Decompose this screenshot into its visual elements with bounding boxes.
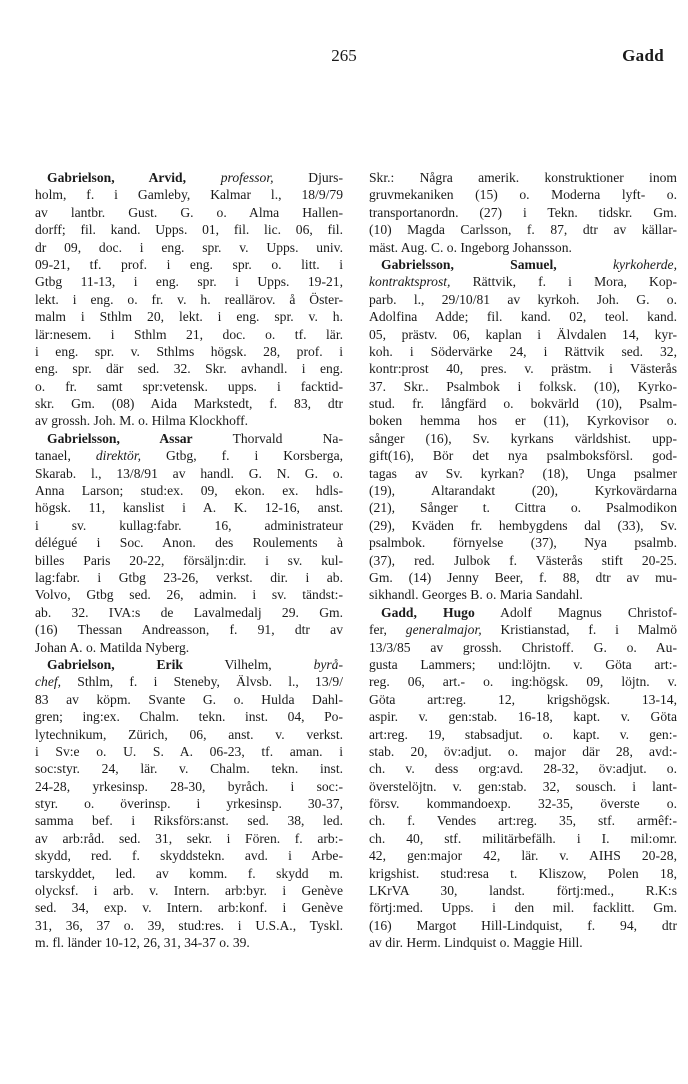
text-line	[35, 847, 343, 864]
text-line	[35, 169, 343, 186]
entry-text: gift(16), Bör det nya psalmboksförsl. god-	[369, 448, 677, 464]
text-line	[35, 760, 343, 777]
text-line	[369, 482, 677, 499]
entry-text: Djurs-	[273, 170, 343, 185]
entry-text: i eng. spr. v. Sthlms högsk. 28, prof. i	[35, 343, 343, 359]
entry-text: sed. 34, exp. v. Intern. arb:konf. i Genève	[35, 900, 343, 916]
text-line	[35, 812, 343, 829]
text-line	[369, 273, 677, 290]
text-line	[369, 239, 677, 256]
entry-text	[186, 170, 221, 185]
occupation: professor,	[220, 170, 274, 185]
text-line	[369, 673, 677, 690]
entry-text: (19), Altarandakt (20), Kyrkovärdarna	[369, 483, 677, 499]
text-line	[369, 604, 677, 621]
text-line	[35, 656, 343, 673]
text-line	[35, 899, 343, 916]
entry-text: Gtbg 11-13, i eng. spr. i Upps. 19-21,	[35, 274, 343, 290]
entry-text: stud. fr. långfärd o. bokvärld (10), Psalm-	[369, 396, 677, 412]
entry-text: (37), red. Julbok f. Västerås stift 20-25.	[369, 552, 677, 568]
entry-text: 05, prästv. 06, kaplan i Älvdalen 14, kyr-	[369, 326, 677, 342]
text-line	[369, 569, 677, 586]
text-line	[35, 291, 343, 308]
text-line	[35, 604, 343, 621]
text-line	[369, 204, 677, 221]
entry-text: stab. 20, öv:adjut. o. major där 28, avd:-	[369, 743, 677, 759]
text-line	[35, 691, 343, 708]
entry-text: délégué i Soc. Anon. des Roulements à	[35, 535, 343, 551]
entry-text: skydd, red. f. skyddstekn. avd. i Arbe-	[35, 848, 343, 864]
text-line	[369, 778, 677, 795]
entry-text: Sthlm, f. i Steneby, Älvsb. l., 13/9/	[61, 674, 343, 690]
text-line	[35, 186, 343, 203]
text-line	[35, 621, 343, 638]
text-line	[35, 534, 343, 551]
text-line	[35, 917, 343, 934]
entry-text: av lantbr. Gust. G. o. Alma Hallen-	[35, 204, 343, 220]
entry-text: holm, f. i Gamleby, Kalmar l., 18/9/79	[35, 187, 343, 203]
text-line	[35, 482, 343, 499]
entry-text: m. fl. länder 10-12, 26, 31, 34-37 o. 39.	[35, 935, 250, 951]
entry-text: reg. 06, art.- o. ing:högsk. 09, löjtn. v.	[369, 674, 677, 690]
entry-text: parb. l., 29/10/81 av kyrkoh. Joh. G. o.	[369, 291, 677, 307]
occupation: byrå-	[313, 656, 344, 672]
entry-text: av grossh. Joh. M. o. Hilma Klockhoff.	[35, 413, 249, 429]
occupation: kyrkoherde,	[612, 256, 677, 272]
occupation: generalmajor,	[405, 622, 482, 638]
text-line	[369, 221, 677, 238]
entry-text: boken hemma hos er (11), Kyrkovisor o.	[369, 413, 677, 429]
entry-text: Göta art:reg. 12, krigshögsk. 13-14,	[369, 691, 677, 707]
text-line	[35, 830, 343, 847]
text-line	[35, 326, 343, 343]
entry-text: Gm. (14) Jenny Beer, f. 88, dtr av mu-	[369, 569, 677, 585]
text-line	[369, 378, 677, 395]
entry-text: gren; ing:ex. Chalm. tekn. inst. 04, Po-	[35, 709, 343, 725]
entry-text: Vilhelm,	[182, 656, 314, 672]
entry-text: (16) Thessan Andreasson, f. 91, dtr av	[35, 622, 343, 638]
entry-name: Gabrielson, Arvid,	[47, 170, 186, 185]
text-column-left	[35, 169, 343, 952]
text-line	[369, 465, 677, 482]
occupation: kontraktsprost,	[369, 274, 451, 290]
text-line	[369, 639, 677, 656]
entry-text: förtj:med. Upps. i den mil. facklitt. Gm.	[369, 900, 677, 916]
text-line	[35, 778, 343, 795]
running-head: Gadd	[622, 46, 664, 65]
entry-text: ch. 40, stf. militärbefälh. i I. mil:omr.	[369, 830, 677, 846]
text-line	[369, 656, 677, 673]
entry-text: mäst. Aug. C. o. Ingeborg Johansson.	[369, 239, 572, 255]
text-line	[369, 830, 677, 847]
entry-text: tagas av Sv. kyrkan? (18), Unga psalmer	[369, 465, 677, 481]
text-line	[35, 726, 343, 743]
text-line	[35, 447, 343, 464]
entry-text: soc:styr. 24, lär. v. Chalm. tekn. inst.	[35, 761, 343, 777]
entry-text: 83 av köpm. Svante G. o. Hulda Dahl-	[35, 691, 343, 707]
entry-text: dorff; fil. kand. Upps. 01, fil. lic. 06, fil.	[35, 222, 343, 238]
text-line	[35, 882, 343, 899]
occupation: chef,	[35, 674, 62, 690]
text-line	[369, 360, 677, 377]
text-line	[369, 934, 677, 951]
entry-text: (10) Magda Carlsson, f. 87, dtr av källar-	[369, 222, 677, 238]
text-line	[35, 239, 343, 256]
entry-text: art:reg. 19, stabsadjut. o. kapt. v. gen:-	[369, 726, 677, 742]
text-line	[369, 326, 677, 343]
text-line	[369, 430, 677, 447]
text-line	[369, 412, 677, 429]
entry-text: eng. spr. där sed. 32. Skr. avhandl. i eng.	[35, 361, 343, 377]
text-line	[35, 256, 343, 273]
entry-text	[557, 257, 613, 272]
entry-name: Gabrielsson, Assar	[47, 430, 193, 446]
entry-text: Rättvik, f. i Mora, Kop-	[450, 274, 677, 290]
page-number: 265	[331, 46, 357, 65]
text-line	[369, 708, 677, 725]
text-line	[369, 186, 677, 203]
occupation: direktör,	[95, 448, 142, 464]
text-line	[35, 465, 343, 482]
text-line	[369, 621, 677, 638]
text-line	[35, 673, 343, 690]
entry-text: lag:fabr. i Gtbg 23-26, verkst. dir. i ab.	[35, 569, 343, 585]
text-line	[35, 795, 343, 812]
entry-text: 42, gen:major 42, lär. v. AIHS 20-28,	[369, 848, 677, 864]
text-line	[35, 569, 343, 586]
entry-text: försv. kommandoexp. 32-35, överste o.	[369, 796, 677, 812]
entry-text: 13/3/85 av grossh. Christoff. G. o. Au-	[369, 639, 677, 655]
text-line	[35, 743, 343, 760]
entry-text: i Sv:e o. U. S. A. 06-23, tf. aman. i	[35, 743, 343, 759]
entry-text: krigshist. stud:resa t. Kliszow, Polen 18,	[369, 865, 677, 881]
text-line	[369, 586, 677, 603]
entry-text: LKrVA 30, landst. förtj:med., R.K:s	[369, 883, 677, 899]
entry-text: skr. Gm. (08) Aida Markstedt, f. 83, dtr	[35, 396, 343, 412]
text-line	[369, 256, 677, 273]
entry-text: högsk. 11, kanslist i A. K. 12-16, anst.	[35, 500, 343, 516]
entry-text: överstelöjtn. v. gen:stab. 32, sousch. i lant-	[369, 778, 677, 794]
entry-text: sikhandl. Georges B. o. Maria Sandahl.	[369, 587, 583, 603]
text-line	[35, 586, 343, 603]
text-line	[369, 847, 677, 864]
text-line	[369, 447, 677, 464]
entry-text: billes Paris 20-22, försäljn:dir. i sv. kul-	[35, 552, 343, 568]
entry-text: aspir. v. gen:stab. 16-18, kapt. v. Göta	[369, 709, 677, 725]
entry-text: Adolfina Adde; fil. kand. 02, teol. kand.	[369, 309, 677, 325]
text-line	[369, 917, 677, 934]
text-line	[369, 899, 677, 916]
text-line	[369, 499, 677, 516]
text-line	[369, 308, 677, 325]
entry-text: 37. Skr.. Psalmbok i folksk. (10), Kyrko-	[369, 378, 677, 394]
entry-text: Volvo, Gtbg sed. 26, admin. i sv. tändst:-	[35, 587, 343, 603]
entry-text: ab. 32. IVA:s de Lavalmedalj 29. Gm.	[35, 604, 343, 620]
entry-text: Johan A. o. Matilda Nyberg.	[35, 639, 190, 655]
text-line	[35, 517, 343, 534]
entry-text: koh. i Södervärke 24, i Rättvik sed. 32,	[369, 343, 677, 359]
entry-text: psalmbok. förnyelse (37), Nya psalmb.	[369, 535, 677, 551]
entry-text: av arb:råd. sed. 31, sekr. i Fören. f. arb:-	[35, 830, 343, 846]
text-line	[369, 534, 677, 551]
text-line	[369, 726, 677, 743]
entry-text: lär:nesem. i Sthlm 21, doc. o. tf. lär.	[35, 326, 343, 342]
entry-text: ch. f. Vendes art:reg. 35, stf. armêf:-	[369, 813, 677, 829]
entry-text: av dir. Herm. Lindquist o. Maggie Hill.	[369, 935, 583, 951]
text-line	[35, 934, 343, 951]
text-line	[35, 412, 343, 429]
text-line	[35, 308, 343, 325]
text-column-right	[369, 169, 677, 952]
text-line	[35, 343, 343, 360]
entry-text: (29), Kväden fr. hembygdens dal (33), Sv.	[369, 517, 677, 533]
text-line	[369, 169, 677, 186]
text-line	[369, 795, 677, 812]
entry-text: o. fr. samt spr:vetensk. upps. i facktid-	[35, 378, 343, 394]
entry-text: gruvmekaniken (15) o. Moderna lyft- o.	[369, 187, 677, 203]
text-line	[369, 760, 677, 777]
text-line	[35, 639, 343, 656]
entry-text: styr. o. överinsp. i yrkesinsp. 30-37,	[35, 796, 343, 812]
entry-text: 31, 36, 37 o. 39, stud:res. i U.S.A., Tyskl.	[35, 917, 343, 933]
text-line	[369, 812, 677, 829]
text-line	[35, 204, 343, 221]
entry-text: ch. v. dess org:avd. 28-32, öv:adjut. o.	[369, 761, 677, 777]
entry-text: lytechnikum, Zürich, 06, anst. v. verkst.	[35, 726, 343, 742]
entry-text: dr 09, doc. i eng. spr. v. Upps. univ.	[35, 239, 343, 255]
text-line	[35, 499, 343, 516]
entry-text: gusta Lammers; und:löjtn. v. Göta art:-	[369, 656, 677, 672]
entry-text: (16) Margot Hill-Lindquist, f. 94, dtr	[369, 917, 677, 933]
entry-text: kontr:prost 40, pres. v. prästm. i Västerås	[369, 361, 677, 377]
text-line	[369, 517, 677, 534]
entry-text: Skarab. l., 13/8/91 av handl. G. N. G. o.	[35, 465, 343, 481]
entry-text: lekt. i eng. o. fr. v. h. reallärov. å Öster-	[35, 291, 343, 307]
entry-text: Anna Larson; stud:ex. 09, ekon. ex. hdls-	[35, 483, 343, 499]
text-line	[35, 273, 343, 290]
text-line	[35, 708, 343, 725]
entry-text: 24-28, yrkesinsp. 28-30, byråch. i soc:-	[35, 778, 343, 794]
text-line	[35, 865, 343, 882]
entry-name: Gadd, Hugo	[381, 604, 475, 620]
entry-text: Skr.: Några amerik. konstruktioner inom	[369, 170, 677, 185]
entry-text: tarskyddet, led. av komm. f. skydd m.	[35, 865, 343, 881]
entry-text: Thorvald Na-	[192, 430, 343, 446]
text-line	[35, 221, 343, 238]
text-line	[35, 395, 343, 412]
text-line	[35, 360, 343, 377]
entry-text: malm i Sthlm 20, lekt. i eng. spr. v. h.	[35, 309, 343, 325]
entry-text: i sv. kullag:fabr. 16, administrateur	[35, 517, 343, 533]
entry-text: sånger (16), Sv. kyrkans världshist. upp-	[369, 430, 677, 446]
text-line	[35, 552, 343, 569]
text-line	[369, 865, 677, 882]
text-line	[369, 552, 677, 569]
text-line	[369, 395, 677, 412]
entry-text: fer,	[369, 622, 406, 638]
entry-text: transportanordn. (27) i Tekn. tidskr. Gm.	[369, 204, 677, 220]
entry-text: Kristianstad, f. i Malmö	[481, 622, 678, 638]
entry-text: (21), Sånger t. Cittra o. Psalmodikon	[369, 500, 677, 516]
text-line	[369, 691, 677, 708]
entry-text: tanael,	[35, 448, 96, 464]
text-line	[369, 882, 677, 899]
text-line	[35, 378, 343, 395]
entry-name: Gabrielson, Erik	[47, 656, 183, 672]
entry-text: Gtbg, f. i Korsberga,	[141, 448, 344, 464]
text-line	[369, 343, 677, 360]
entry-text: samma bef. i Riksförs:anst. sed. 38, led.	[35, 813, 343, 829]
entry-text: 09-21, tf. prof. i eng. spr. o. litt. i	[35, 256, 343, 272]
entry-text: Adolf Magnus Christof-	[474, 604, 677, 620]
text-line	[35, 430, 343, 447]
entry-text: olycksf. i arb. v. Intern. arb:byr. i Genève	[35, 883, 343, 899]
text-line	[369, 743, 677, 760]
text-line	[369, 291, 677, 308]
entry-name: Gabrielsson, Samuel,	[381, 256, 557, 272]
